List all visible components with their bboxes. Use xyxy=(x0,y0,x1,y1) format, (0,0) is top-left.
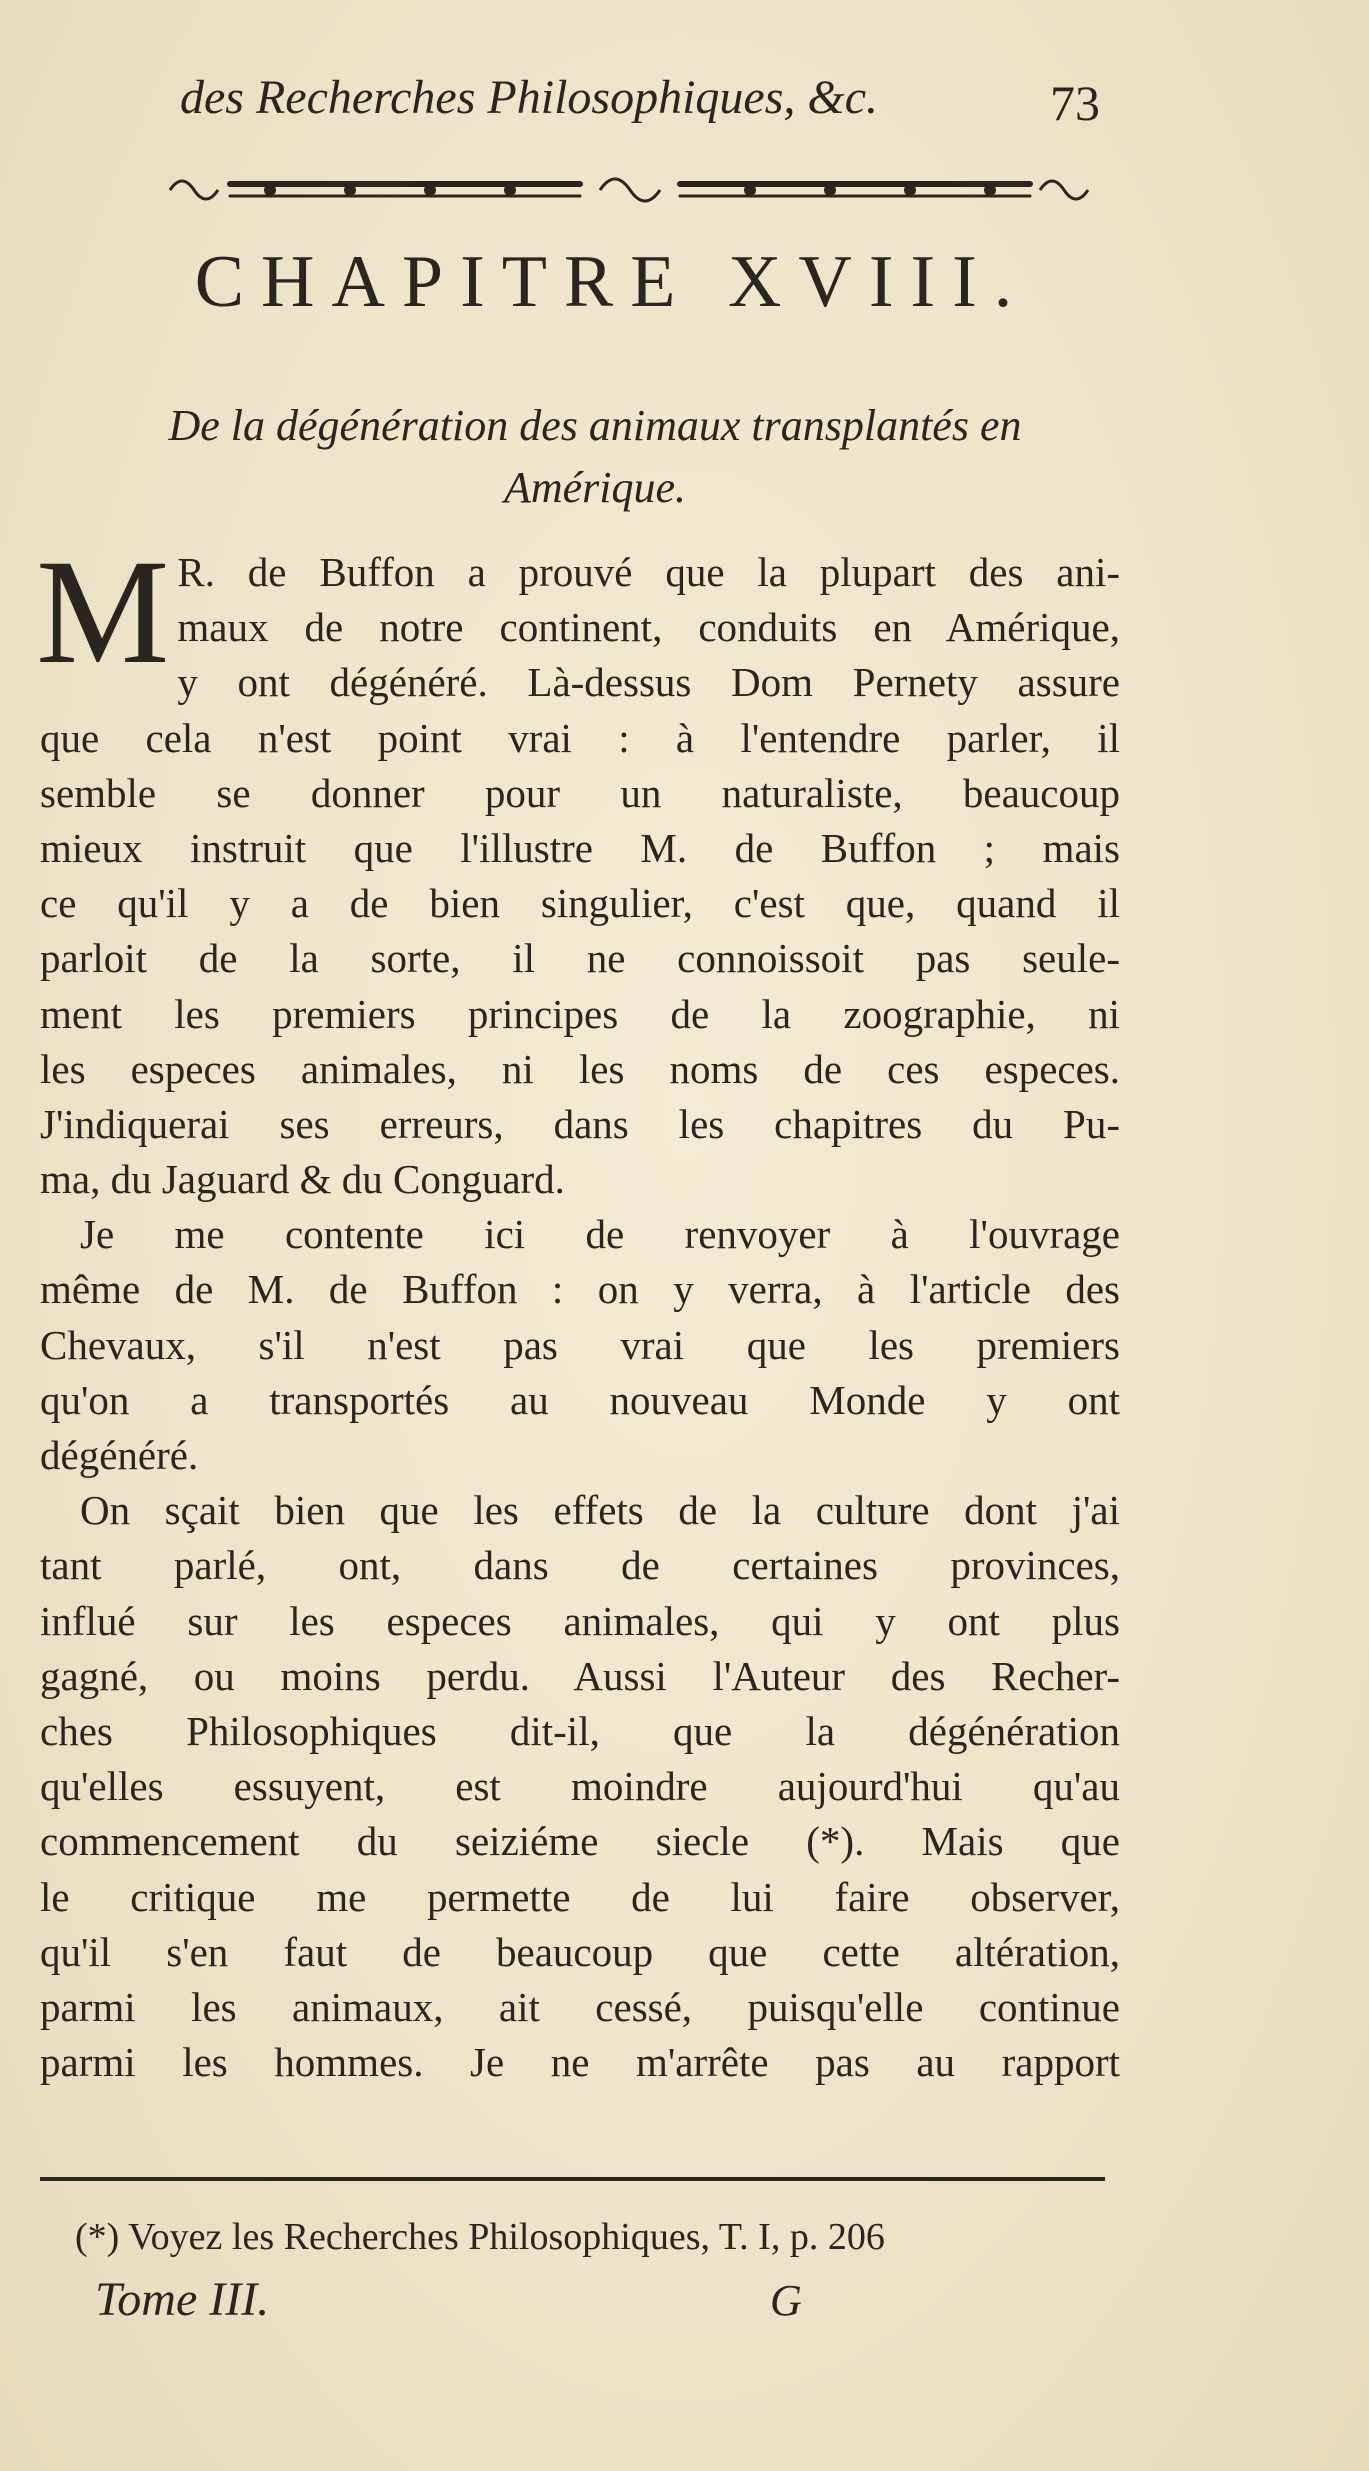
text-line: mieux instruit que l'illustre M. de Buffon ; mais xyxy=(40,824,1120,871)
text-line: dégénéré. xyxy=(40,1432,199,1478)
text-line: ce qu'il y a de bien singulier, c'est que, quand il xyxy=(40,880,1120,927)
text-line: qu'il s'en faut de beaucoup que cette altération, xyxy=(40,1928,1120,1975)
chapter-subtitle xyxy=(45,395,1145,519)
text-line: ment les premiers principes de la zoographie, ni xyxy=(40,990,1120,1037)
text-line: qu'elles essuyent, est moindre aujourd'hui qu'au xyxy=(40,1763,1120,1810)
text-line: y ont dégénéré. Là-dessus Dom Pernety assure xyxy=(177,659,1120,706)
ornament-divider xyxy=(160,160,1100,220)
text-line: tant parlé, ont, dans de certaines provinces, xyxy=(40,1542,1120,1589)
text-line: que cela n'est point vrai : à l'entendre parler, il xyxy=(40,714,1120,761)
signature-mark: G xyxy=(770,2276,802,2325)
text-line: maux de notre continent, conduits en Amérique, xyxy=(177,604,1120,651)
page-number: 73 xyxy=(1050,75,1100,131)
running-title: des Recherches Philosophiques, &c. xyxy=(180,71,879,124)
text-line: semble se donner pour un naturaliste, beaucoup xyxy=(40,769,1120,816)
subtitle-line: Amérique. xyxy=(503,463,687,512)
text-line: Je me contente ici de renvoyer à l'ouvrage xyxy=(80,1211,1120,1258)
text-line: parmi les hommes. Je ne m'arrête pas au rapport xyxy=(40,2039,1120,2086)
text-line: ches Philosophiques dit-il, que la dégénération xyxy=(40,1707,1120,1754)
text-line: commencement du seiziéme siecle (*). Mais que xyxy=(40,1818,1120,1865)
footnote: (*) Voyez les Recherches Philosophiques, T. I, p. 206 xyxy=(75,2216,885,2258)
text-line: même de M. de Buffon : on y verra, à l'article des xyxy=(40,1266,1120,1313)
text-line: gagné, ou moins perdu. Aussi l'Auteur des Recher- xyxy=(40,1652,1120,1699)
text-line: le critique me permette de lui faire observer, xyxy=(40,1873,1120,1920)
text-line: Chevaux, s'il n'est pas vrai que les premiers xyxy=(40,1321,1120,1368)
subtitle-line: De la dégénération des animaux transplantés en xyxy=(168,401,1022,450)
text-line: R. de Buffon a prouvé que la plupart des ani- xyxy=(177,549,1120,595)
body-text xyxy=(36,529,1120,2090)
text-line: parmi les animaux, ait cessé, puisqu'elle continue xyxy=(40,1983,1120,2030)
text-line: influé sur les especes animales, qui y ont plus xyxy=(40,1597,1120,1644)
footnote-rule xyxy=(40,2177,1105,2181)
chapter-title: CHAPITRE XVIII. xyxy=(194,241,1030,323)
text-line: On sçait bien que les effets de la culture dont j'ai xyxy=(80,1487,1120,1534)
text-line: parloit de la sorte, il ne connoissoit pas seule- xyxy=(40,935,1120,982)
text-line: J'indiquerai ses erreurs, dans les chapitres du Pu- xyxy=(40,1100,1120,1147)
volume-mark: Tome III. xyxy=(95,2273,270,2326)
drop-cap: M xyxy=(36,529,170,695)
text-line: ma, du Jaguard & du Conguard. xyxy=(40,1156,565,1203)
running-head xyxy=(180,62,1100,142)
text-line: qu'on a transportés au nouveau Monde y ont xyxy=(40,1376,1120,1423)
text-line: les especes animales, ni les noms de ces especes. xyxy=(40,1045,1120,1092)
